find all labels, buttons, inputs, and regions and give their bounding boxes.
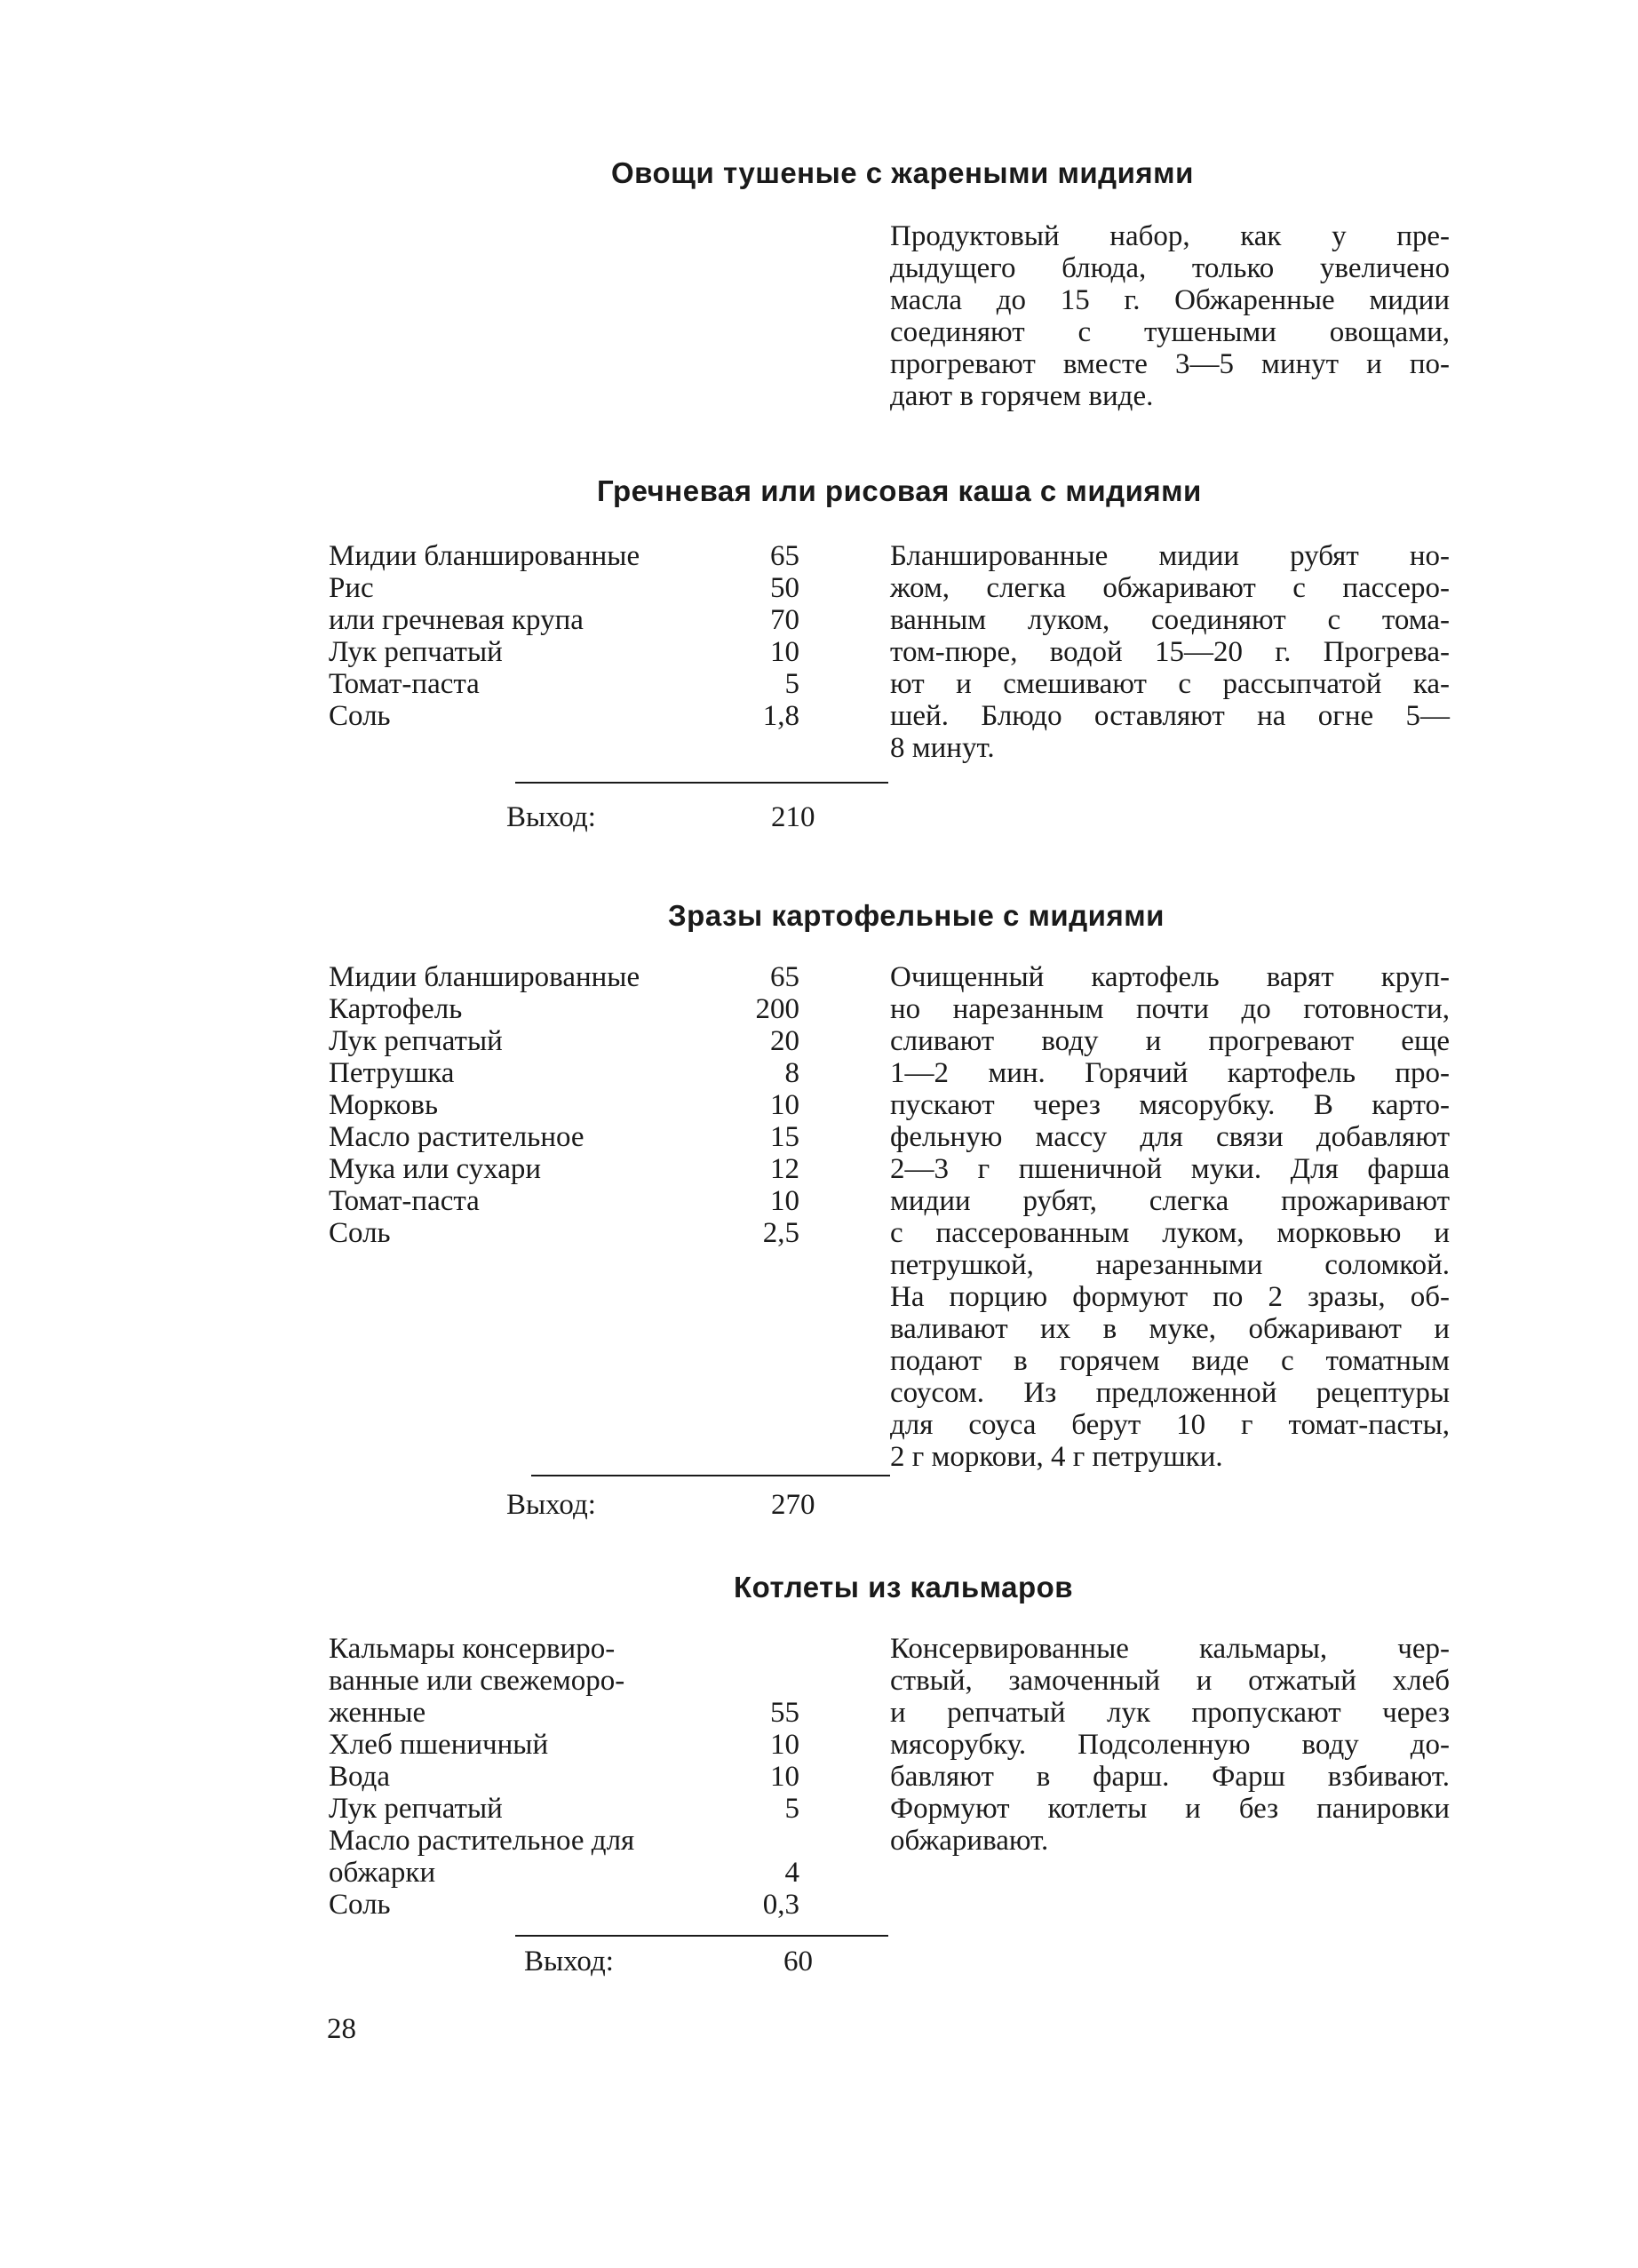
- ingredient-name: Томат-паста: [329, 668, 480, 700]
- recipe-title: Котлеты из кальмаров: [734, 1571, 1074, 1604]
- ingredient-name: Морковь: [329, 1089, 439, 1121]
- ingredient-name: обжарки: [329, 1857, 436, 1889]
- instruction-line: том-пюре, водой 15—20 г. Прогрева-: [890, 636, 1450, 668]
- instruction-line: Очищенный картофель варят круп-: [890, 961, 1450, 993]
- recipe-title: Зразы картофельные с мидиями: [668, 899, 1165, 932]
- recipe-instructions: [890, 961, 1450, 1473]
- instruction-line: соединяют с тушеными овощами,: [890, 316, 1450, 348]
- ingredient-name: Лук репчатый: [329, 636, 503, 668]
- ingredient-quantity: 70: [770, 604, 799, 636]
- ingredient-row: [329, 572, 853, 604]
- recipe-instructions: [890, 1633, 1450, 1857]
- ingredient-row: [329, 1121, 853, 1153]
- ingredient-row: [329, 1665, 844, 1697]
- ingredient-quantity: 15: [770, 1121, 799, 1153]
- ingredient-row: [329, 1729, 844, 1761]
- instruction-line: для соуса берут 10 г томат-пасты,: [890, 1409, 1450, 1441]
- ingredient-row: [329, 636, 853, 668]
- instruction-line: 2—3 г пшеничной муки. Для фарша: [890, 1153, 1450, 1185]
- instruction-line: Формуют котлеты и без панировки: [890, 1793, 1450, 1825]
- ingredient-row: [329, 604, 853, 636]
- instruction-line: сливают воду и прогревают еще: [890, 1025, 1450, 1057]
- ingredient-row: [329, 700, 853, 732]
- instruction-line: мясорубку. Подсоленную воду до-: [890, 1729, 1450, 1761]
- ingredient-quantity: 5: [784, 668, 799, 700]
- ingredient-quantity: 20: [770, 1025, 799, 1057]
- yield-value: 270: [771, 1489, 815, 1521]
- ingredient-name: женные: [329, 1697, 426, 1729]
- instruction-line: 8 минут.: [890, 732, 995, 764]
- ingredient-name: Картофель: [329, 993, 463, 1025]
- recipe-title: Гречневая или рисовая каша с мидиями: [597, 474, 1202, 507]
- ingredient-row: [329, 961, 853, 993]
- ingredient-row: [329, 540, 853, 572]
- ingredient-row: [329, 1057, 853, 1089]
- ingredient-quantity: 10: [770, 636, 799, 668]
- ingredient-name: Соль: [329, 1889, 391, 1921]
- ingredient-name: Кальмары консервиро-: [329, 1633, 616, 1665]
- ingredient-quantity: 2,5: [762, 1217, 799, 1249]
- ingredient-name: Масло растительное: [329, 1121, 584, 1153]
- instruction-line: бавляют в фарш. Фарш взбивают.: [890, 1761, 1450, 1793]
- ingredient-row: [329, 1857, 844, 1889]
- ingredient-row: [329, 993, 853, 1025]
- instruction-line: ствый, замоченный и отжатый хлеб: [890, 1665, 1450, 1697]
- instruction-line: 2 г моркови, 4 г петрушки.: [890, 1441, 1223, 1473]
- instruction-line: и репчатый лук пропускают через: [890, 1697, 1450, 1729]
- instruction-line: жом, слегка обжаривают с пассеро-: [890, 572, 1450, 604]
- ingredient-row: [329, 1697, 844, 1729]
- yield-rule: [531, 1475, 890, 1476]
- ingredient-quantity: 10: [770, 1761, 799, 1793]
- ingredient-row: [329, 1889, 844, 1921]
- ingredient-name: Соль: [329, 700, 391, 732]
- ingredient-row: [329, 1025, 853, 1057]
- yield-label: Выход:: [506, 801, 596, 833]
- ingredient-quantity: 4: [784, 1857, 799, 1889]
- ingredient-name: или гречневая крупа: [329, 604, 584, 636]
- instruction-line: пускают через мясорубку. В карто-: [890, 1089, 1450, 1121]
- instruction-line: мидии рубят, слегка прожаривают: [890, 1185, 1450, 1217]
- instruction-line: фельную массу для связи добавляют: [890, 1121, 1450, 1153]
- ingredient-quantity: 10: [770, 1729, 799, 1761]
- yield-value: 210: [771, 801, 815, 833]
- ingredient-row: [329, 1185, 853, 1217]
- instruction-line: прогревают вместе 3—5 минут и по-: [890, 348, 1450, 380]
- ingredient-name: Лук репчатый: [329, 1793, 503, 1825]
- recipe-instructions: [890, 540, 1450, 764]
- ingredient-name: Мидии бланшированные: [329, 540, 640, 572]
- ingredient-row: [329, 1761, 844, 1793]
- yield-rule: [515, 782, 888, 784]
- instruction-line: ют и смешивают с рассыпчатой ка-: [890, 668, 1450, 700]
- instruction-line: 1—2 мин. Горячий картофель про-: [890, 1057, 1450, 1089]
- yield-label: Выход:: [524, 1946, 614, 1978]
- instruction-line: На порцию формуют по 2 зразы, об-: [890, 1281, 1450, 1313]
- ingredient-name: Мука или сухари: [329, 1153, 542, 1185]
- instruction-line: петрушкой, нарезанными соломкой.: [890, 1249, 1450, 1281]
- ingredient-row: [329, 668, 853, 700]
- ingredient-name: ванные или свежеморо-: [329, 1665, 625, 1697]
- ingredient-quantity: 65: [770, 540, 799, 572]
- ingredient-quantity: 8: [784, 1057, 799, 1089]
- instruction-line: дыдущего блюда, только увеличено: [890, 252, 1450, 284]
- ingredient-list: [329, 961, 853, 1249]
- yield-value: 60: [783, 1946, 813, 1978]
- recipe-instructions: [890, 220, 1450, 412]
- instruction-line: дают в горячем виде.: [890, 380, 1154, 412]
- ingredient-name: Масло растительное для: [329, 1825, 635, 1857]
- instruction-line: ванным луком, соединяют с тома-: [890, 604, 1450, 636]
- ingredient-name: Мидии бланшированные: [329, 961, 640, 993]
- instruction-line: обжаривают.: [890, 1825, 1049, 1857]
- ingredient-row: [329, 1825, 844, 1857]
- ingredient-list: [329, 1633, 844, 1921]
- ingredient-name: Рис: [329, 572, 374, 604]
- instruction-line: валивают их в муке, обжаривают и: [890, 1313, 1450, 1345]
- ingredient-quantity: 55: [770, 1697, 799, 1729]
- instruction-line: но нарезанным почти до готовности,: [890, 993, 1450, 1025]
- ingredient-quantity: 10: [770, 1089, 799, 1121]
- instruction-line: масла до 15 г. Обжаренные мидии: [890, 284, 1450, 316]
- ingredient-quantity: 5: [784, 1793, 799, 1825]
- ingredient-name: Петрушка: [329, 1057, 455, 1089]
- ingredient-quantity: 12: [770, 1153, 799, 1185]
- ingredient-quantity: 50: [770, 572, 799, 604]
- ingredient-row: [329, 1217, 853, 1249]
- ingredient-name: Хлеб пшеничный: [329, 1729, 549, 1761]
- instruction-line: подают в горячем виде с томатным: [890, 1345, 1450, 1377]
- ingredient-quantity: 1,8: [762, 700, 799, 732]
- yield-label: Выход:: [506, 1489, 596, 1521]
- instruction-line: Бланшированные мидии рубят но-: [890, 540, 1450, 572]
- ingredient-quantity: 65: [770, 961, 799, 993]
- ingredient-row: [329, 1633, 844, 1665]
- ingredient-name: Вода: [329, 1761, 390, 1793]
- recipe-title: Овощи тушеные с жареными мидиями: [611, 156, 1194, 189]
- ingredient-row: [329, 1153, 853, 1185]
- ingredient-name: Соль: [329, 1217, 391, 1249]
- instruction-line: Продуктовый набор, как у пре-: [890, 220, 1450, 252]
- page-number: 28: [327, 2013, 356, 2045]
- ingredient-row: [329, 1089, 853, 1121]
- ingredient-row: [329, 1793, 844, 1825]
- ingredient-quantity: 200: [755, 993, 799, 1025]
- yield-rule: [515, 1935, 888, 1937]
- instruction-line: шей. Блюдо оставляют на огне 5—: [890, 700, 1450, 732]
- instruction-line: с пассерованным луком, морковью и: [890, 1217, 1450, 1249]
- ingredient-name: Лук репчатый: [329, 1025, 503, 1057]
- ingredient-quantity: 10: [770, 1185, 799, 1217]
- ingredient-list: [329, 540, 853, 732]
- ingredient-name: Томат-паста: [329, 1185, 480, 1217]
- instruction-line: соусом. Из предложенной рецептуры: [890, 1377, 1450, 1409]
- ingredient-quantity: 0,3: [762, 1889, 799, 1921]
- instruction-line: Консервированные кальмары, чер-: [890, 1633, 1450, 1665]
